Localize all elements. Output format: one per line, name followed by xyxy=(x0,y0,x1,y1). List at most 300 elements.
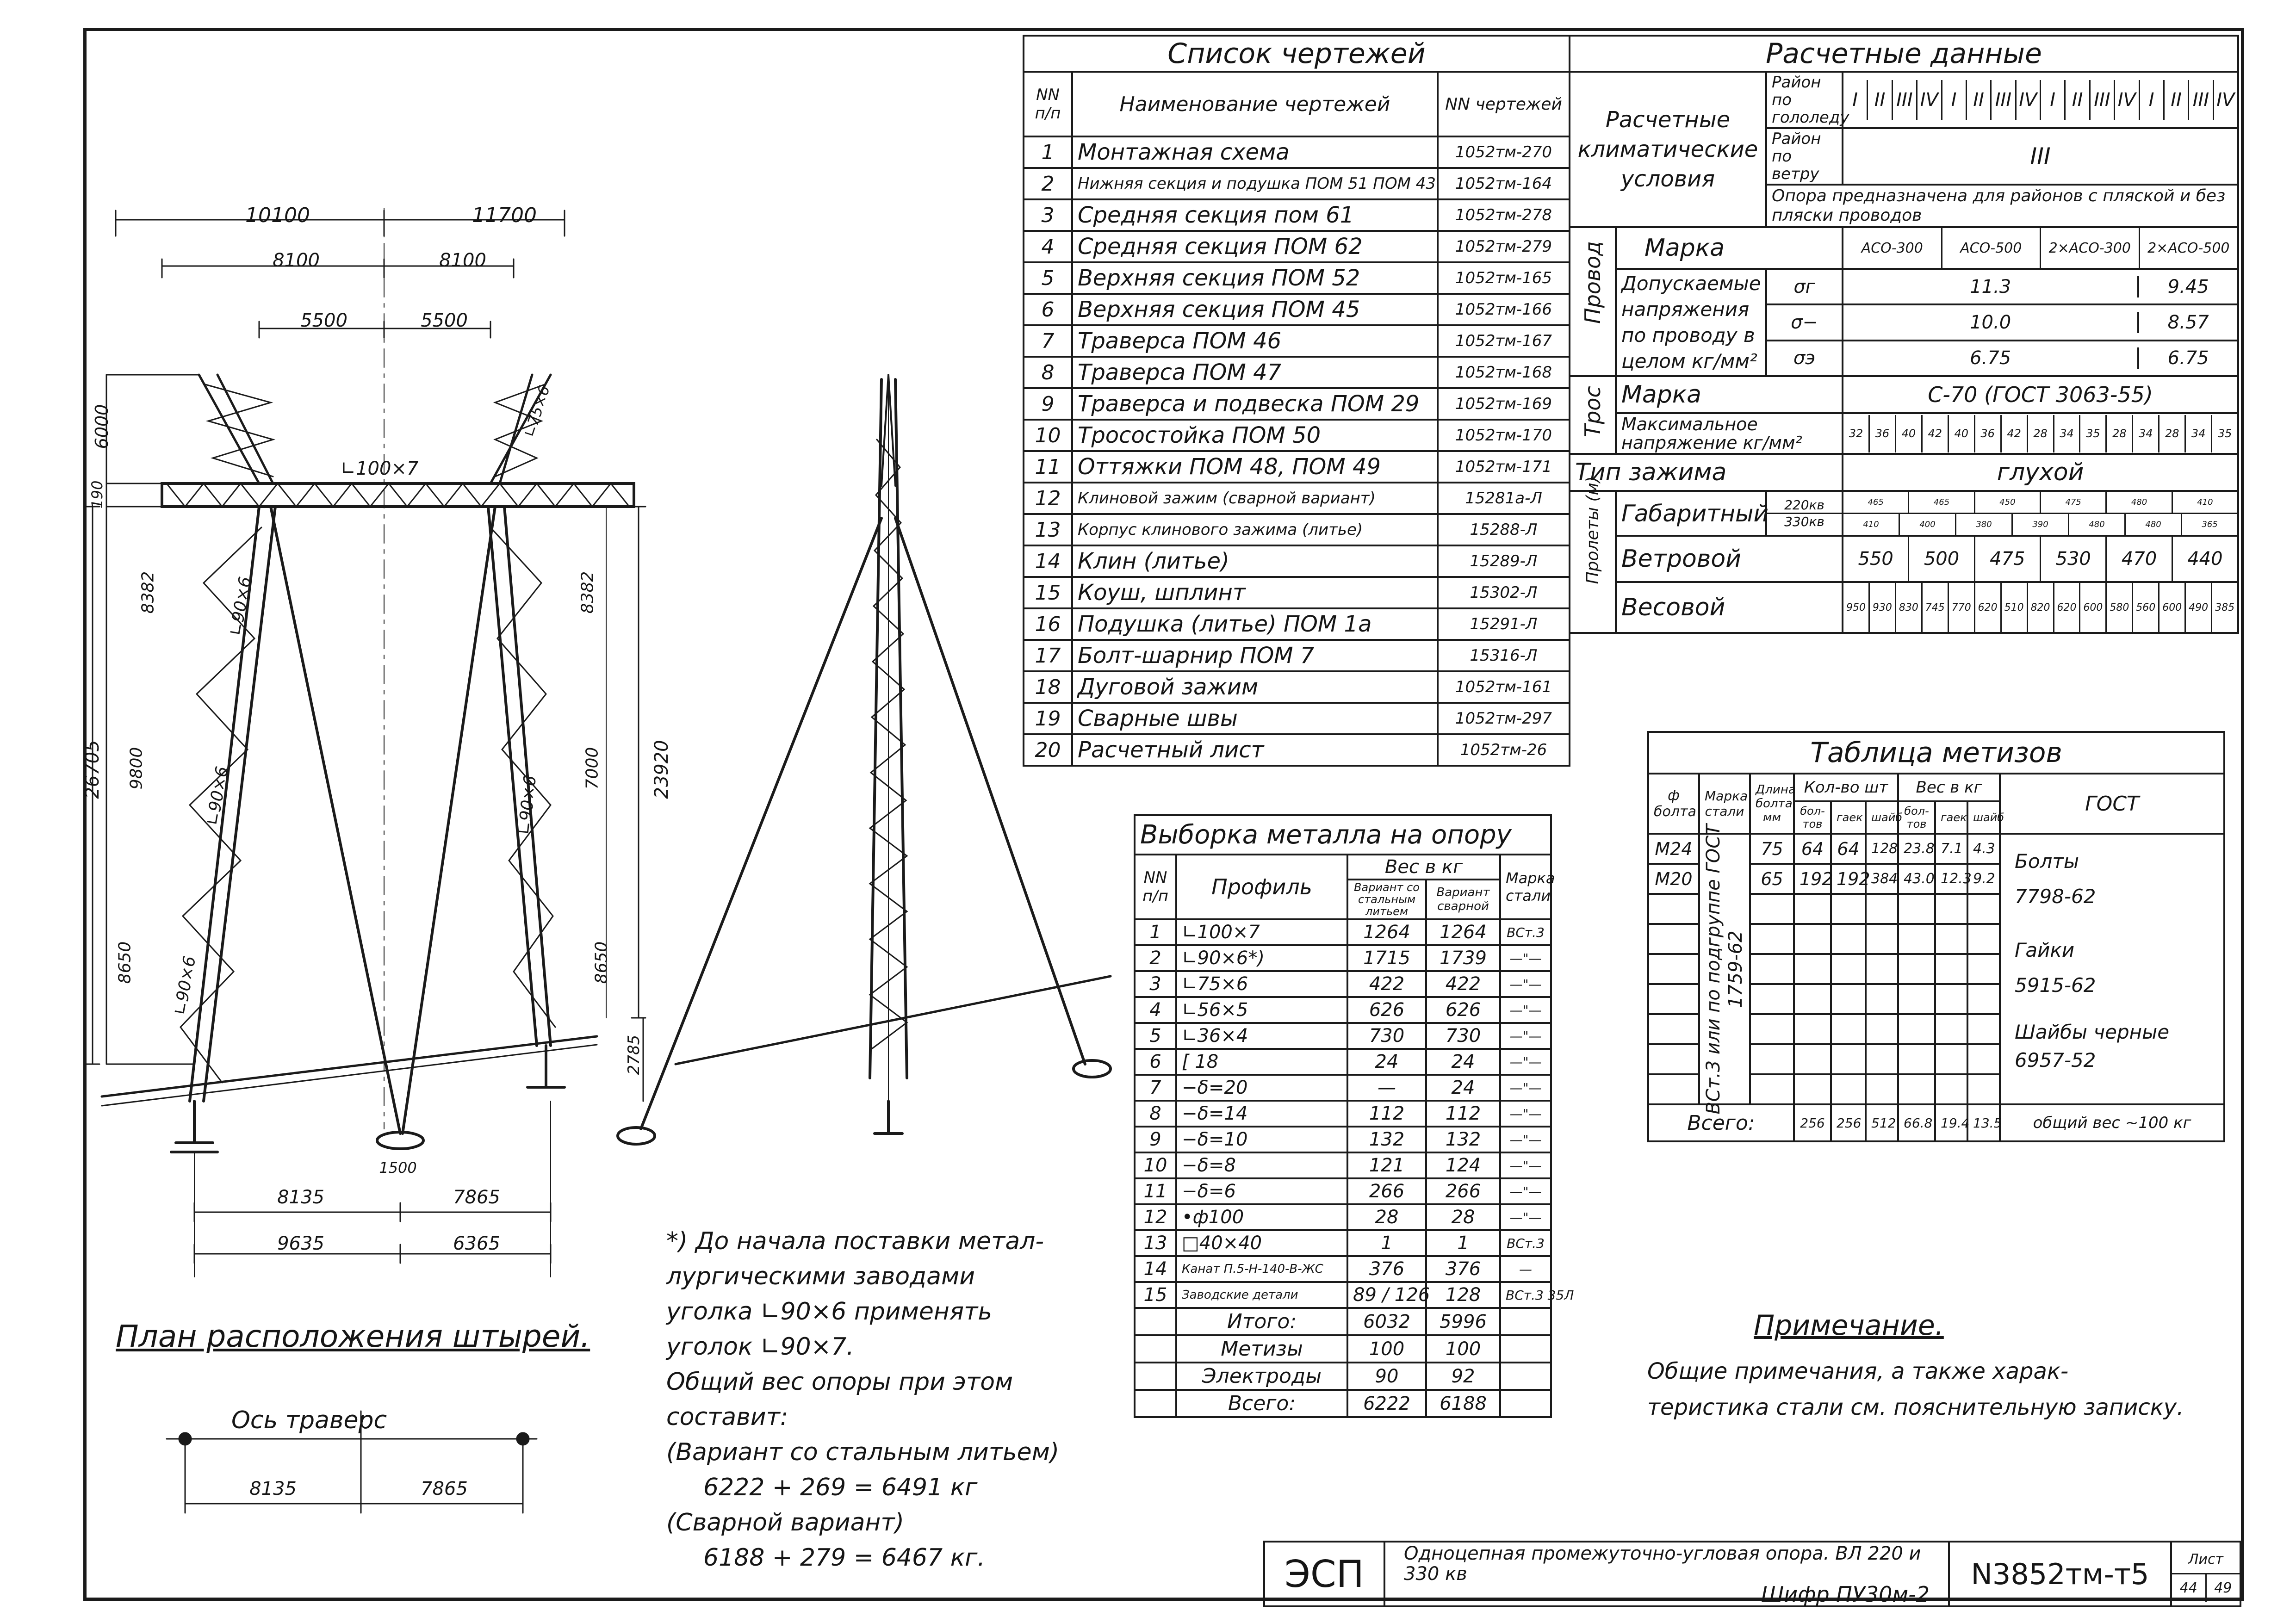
dim-b8135: 8135 xyxy=(277,1187,324,1208)
dim-top-left: 10100 xyxy=(245,204,310,227)
ice-region-cell: I xyxy=(1941,80,1966,120)
rope-max-cell: 42 xyxy=(1921,415,1948,452)
hw-q3: 128 xyxy=(1866,834,1898,864)
row-name: Болт-шарнир ПОМ 7 xyxy=(1072,640,1438,671)
profile-906a-label: ∟90×6 xyxy=(226,575,255,638)
hardware-title: Таблица метизов xyxy=(1648,732,2224,774)
metal-col-num: NN п/п xyxy=(1135,855,1176,919)
row-code: 1052тм-168 xyxy=(1438,357,1570,388)
climate-label: Расчетные климатические условия xyxy=(1570,72,1766,227)
hw-total-w3: 13.5 xyxy=(1967,1104,2000,1141)
stress-value: 10.0 xyxy=(1970,311,2011,333)
metal-el-b: 92 xyxy=(1426,1363,1500,1390)
weight-span-cell: 490 xyxy=(2184,583,2211,632)
rope-max-label: Максимальное напряжение кг/мм² xyxy=(1616,413,1843,454)
metal-num: 15 xyxy=(1135,1282,1176,1308)
ice-region-cell: I xyxy=(2139,80,2163,120)
rope-brand-label: Марка xyxy=(1616,376,1843,413)
sheet-number: 44 xyxy=(2172,1574,2207,1602)
footnote-line: уголок ∟90×7. xyxy=(666,1333,854,1361)
dim-h-top: 6000 xyxy=(92,404,112,449)
row-name: Подушка (литье) ПОМ 1а xyxy=(1072,608,1438,640)
row-num: 2 xyxy=(1024,168,1072,199)
metal-steel: — xyxy=(1500,1256,1551,1282)
metal-num: 13 xyxy=(1135,1230,1176,1256)
gab-220-cell: 410 xyxy=(2172,492,2237,513)
metal-cast: 112 xyxy=(1347,1101,1426,1127)
row-code: 1052тм-169 xyxy=(1438,388,1570,420)
wire-group-label: Провод xyxy=(1580,241,1605,324)
metal-weld: 1264 xyxy=(1426,919,1500,945)
dim-l8382: 8382 xyxy=(138,571,158,614)
row-name: Клиновой зажим (сварной вариант) xyxy=(1072,483,1438,514)
row-name: Корпус клинового зажима (литье) xyxy=(1072,514,1438,545)
row-code: 1052тм-161 xyxy=(1438,671,1570,703)
metal-col-weld: Вариант сварной xyxy=(1426,880,1500,919)
metal-row xyxy=(1135,1023,1551,1049)
row-name: Нижняя секция и подушка ПОМ 51 ПОМ 43 xyxy=(1072,168,1438,199)
profile-756-label: ∟75×6 xyxy=(520,383,553,440)
drawing-list-row xyxy=(1024,514,1570,545)
dim-mid-left: 8100 xyxy=(273,250,320,271)
weight-span-cell: 385 xyxy=(2211,583,2237,632)
metal-steel: —"— xyxy=(1500,1101,1551,1127)
hw-gost-item: Болты xyxy=(2015,850,2079,873)
plan-dim2: 7865 xyxy=(421,1478,468,1499)
drawing-list-row xyxy=(1024,294,1570,325)
remark-title: Примечание. xyxy=(1754,1309,1944,1342)
col-code: NN чертежей xyxy=(1438,72,1570,136)
metal-cast: 376 xyxy=(1347,1256,1426,1282)
hw-total-label: Всего: xyxy=(1648,1104,1794,1141)
metal-cast: 24 xyxy=(1347,1049,1426,1075)
dim-b9635: 9635 xyxy=(277,1233,324,1254)
hw-wt-sub: гаек xyxy=(1935,801,1967,834)
metal-row xyxy=(1135,1256,1551,1282)
hw-gost-item: Шайбы черные xyxy=(2015,1021,2170,1043)
dim-top-right: 11700 xyxy=(472,204,537,227)
row-code: 15281а-Л xyxy=(1438,483,1570,514)
footnote-line: Общий вес опоры при этом xyxy=(666,1368,1013,1396)
row-name: Коуш, шплинт xyxy=(1072,577,1438,608)
weight-span-cell: 620 xyxy=(2053,583,2079,632)
metal-weld: 266 xyxy=(1426,1178,1500,1204)
rope-max-cell: 35 xyxy=(2079,415,2105,452)
design-data-table xyxy=(1569,35,2239,634)
dim-in-left: 5500 xyxy=(300,310,348,331)
metal-title: Выборка металла на опору xyxy=(1135,815,1551,855)
rope-group-label: Трос xyxy=(1580,386,1605,437)
profile-906b-label: ∟90×6 xyxy=(203,765,232,827)
weight-span-cell: 745 xyxy=(1921,583,1948,632)
stress-label: Допускаемые напряжения по проводу в целом кг/мм² xyxy=(1616,269,1766,376)
row-num: 8 xyxy=(1024,357,1072,388)
metal-weld: 28 xyxy=(1426,1204,1500,1230)
metal-weld: 422 xyxy=(1426,971,1500,997)
wind-span-cell: 440 xyxy=(2172,537,2237,581)
metal-col-steel: Марка стали xyxy=(1500,855,1551,919)
row-code: 15316-Л xyxy=(1438,640,1570,671)
ice-region-cell: III xyxy=(1990,80,2015,120)
hw-w3: 9.2 xyxy=(1967,864,2000,894)
design-data-title: Расчетные данные xyxy=(1570,36,2238,72)
row-code: 1052тм-278 xyxy=(1438,199,1570,231)
gab-220-cell: 465 xyxy=(1908,492,1973,513)
gab-220-cell: 475 xyxy=(2040,492,2105,513)
gab-220-cell: 480 xyxy=(2105,492,2171,513)
drawing-list-row xyxy=(1024,577,1570,608)
metal-num: 4 xyxy=(1135,997,1176,1023)
title-name: Одноцепная промежуточно-угловая опора. ВЛ 220 и 330 кв xyxy=(1404,1543,1921,1585)
row-code: 1052тм-167 xyxy=(1438,325,1570,357)
rope-max-cell: 42 xyxy=(2000,415,2027,452)
wind-span-label: Ветровой xyxy=(1616,536,1843,582)
metal-steel: —"— xyxy=(1500,1127,1551,1152)
row-name: Траверса ПОМ 46 xyxy=(1072,325,1438,357)
plan-title: План расположения штырей. xyxy=(116,1319,590,1354)
hw-total-weight: общий вес ~100 кг xyxy=(2000,1104,2224,1141)
footnote-line: составит: xyxy=(666,1403,788,1431)
metal-profile: −δ=10 xyxy=(1176,1127,1347,1152)
drawing-list-row xyxy=(1024,136,1570,168)
hw-w2: 7.1 xyxy=(1935,834,1967,864)
drawing-list-row xyxy=(1024,168,1570,199)
metal-profile: •ф100 xyxy=(1176,1204,1347,1230)
ice-region-cell: I xyxy=(2040,80,2064,120)
weight-span-cell: 830 xyxy=(1895,583,1921,632)
row-code: 1052тм-26 xyxy=(1438,734,1570,766)
ice-region-cell: III xyxy=(2188,80,2212,120)
drawing-list-row xyxy=(1024,231,1570,262)
hw-gost-item: 5915-62 xyxy=(2015,974,2096,997)
metal-profile: −δ=20 xyxy=(1176,1075,1347,1101)
metal-steel: —"— xyxy=(1500,997,1551,1023)
row-num: 14 xyxy=(1024,545,1072,577)
row-name: Расчетный лист xyxy=(1072,734,1438,766)
rope-max-cell: 32 xyxy=(1849,427,1863,440)
row-code: 1052тм-270 xyxy=(1438,136,1570,168)
footnote-line: лургическими заводами xyxy=(666,1263,975,1290)
ice-region-cell: II xyxy=(1966,80,1990,120)
row-num: 20 xyxy=(1024,734,1072,766)
metal-cast: 1715 xyxy=(1347,945,1426,971)
metal-profile: [ 18 xyxy=(1176,1049,1347,1075)
hw-len: 65 xyxy=(1750,864,1794,894)
row-num: 18 xyxy=(1024,671,1072,703)
hw-q1: 64 xyxy=(1794,834,1831,864)
metal-cast: 121 xyxy=(1347,1152,1426,1178)
metal-num: 5 xyxy=(1135,1023,1176,1049)
dim-h-right: 23920 xyxy=(651,740,672,799)
gab-330-cell: 410 xyxy=(1863,520,1879,529)
metal-profile: ∟36×4 xyxy=(1176,1023,1347,1049)
row-name: Монтажная схема xyxy=(1072,136,1438,168)
ice-region-cell: III xyxy=(1892,80,1916,120)
ice-label: Район по гололеду xyxy=(1766,72,1843,128)
hw-q1: 192 xyxy=(1794,864,1831,894)
metal-weld: 24 xyxy=(1426,1075,1500,1101)
row-num: 5 xyxy=(1024,262,1072,294)
metal-num: 2 xyxy=(1135,945,1176,971)
metal-weld: 730 xyxy=(1426,1023,1500,1049)
drawing-list-row xyxy=(1024,545,1570,577)
profile-906d-label: ∟90×6 xyxy=(515,774,540,836)
metal-num: 10 xyxy=(1135,1152,1176,1178)
metal-profile: Заводские детали xyxy=(1176,1282,1347,1308)
ice-region-cell: IV xyxy=(2114,80,2138,120)
metal-sum-a: 6032 xyxy=(1347,1308,1426,1335)
gab-330-cell: 390 xyxy=(2011,514,2068,535)
row-name: Дуговой зажим xyxy=(1072,671,1438,703)
metal-weld: 128 xyxy=(1426,1282,1500,1308)
rope-max-cell: 40 xyxy=(1895,415,1921,452)
dim-h-total: 26705 xyxy=(82,740,103,799)
ice-region-cell: IV xyxy=(2213,80,2237,120)
row-num: 17 xyxy=(1024,640,1072,671)
row-name: Оттяжки ПОМ 48, ПОМ 49 xyxy=(1072,451,1438,483)
metal-weld: 626 xyxy=(1426,997,1500,1023)
row-code: 1052тм-279 xyxy=(1438,231,1570,262)
ice-region-cell: II xyxy=(2163,80,2188,120)
row-code: 15302-Л xyxy=(1438,577,1570,608)
profile-906c-label: ∟90×6 xyxy=(170,954,200,1017)
row-name: Средняя секция ПОМ 62 xyxy=(1072,231,1438,262)
metal-steel: ВСт.3 xyxy=(1500,1230,1551,1256)
row-name: Верхняя секция ПОМ 45 xyxy=(1072,294,1438,325)
gab-220-cell: 465 xyxy=(1868,497,1884,507)
footnote-line: *) До начала поставки метал- xyxy=(666,1227,1044,1255)
ice-region-cell: II xyxy=(1867,80,1891,120)
weight-span-cell: 950 xyxy=(1846,601,1866,613)
col-name: Наименование чертежей xyxy=(1072,72,1438,136)
metal-tot-a: 6222 xyxy=(1347,1390,1426,1417)
drawing-list-title: Список чертежей xyxy=(1024,36,1570,72)
hw-dia: М20 xyxy=(1648,864,1699,894)
ice-region-cell: III xyxy=(2089,80,2114,120)
hw-wt-sub: шайб xyxy=(1967,801,2000,834)
hw-total-q2: 256 xyxy=(1831,1104,1866,1141)
gab-330-cell: 365 xyxy=(2181,514,2237,535)
stress-sym: σэ xyxy=(1766,341,1843,376)
hw-total-q3: 512 xyxy=(1866,1104,1898,1141)
metal-hw-a: 100 xyxy=(1347,1335,1426,1363)
metal-steel: —"— xyxy=(1500,971,1551,997)
metal-cast: 626 xyxy=(1347,997,1426,1023)
row-name: Верхняя секция ПОМ 52 xyxy=(1072,262,1438,294)
row-num: 12 xyxy=(1024,483,1072,514)
metal-weld: 112 xyxy=(1426,1101,1500,1127)
hw-col-wt: Вес в кг xyxy=(1898,774,2000,801)
wind-label: Район по ветру xyxy=(1766,128,1843,185)
metal-weld: 132 xyxy=(1426,1127,1500,1152)
metal-profile: −δ=14 xyxy=(1176,1101,1347,1127)
spans-group-label: Пролеты (м) xyxy=(1583,476,1602,584)
metal-num: 12 xyxy=(1135,1204,1176,1230)
row-code: 1052тм-171 xyxy=(1438,451,1570,483)
metal-profile: ∟100×7 xyxy=(1176,919,1347,945)
metal-row xyxy=(1135,945,1551,971)
dim-b7865: 7865 xyxy=(453,1187,500,1208)
metal-steel: —"— xyxy=(1500,1152,1551,1178)
metal-steel: —"— xyxy=(1500,1204,1551,1230)
wind-value: III xyxy=(1843,128,2238,185)
row-name: Клин (литье) xyxy=(1072,545,1438,577)
metal-steel: —"— xyxy=(1500,1178,1551,1204)
footnote-line: 6188 + 279 = 6467 кг. xyxy=(703,1544,985,1572)
row-code: 15288-Л xyxy=(1438,514,1570,545)
wind-span-cell: 550 xyxy=(1858,548,1893,570)
hw-col-steel: Марка стали xyxy=(1699,774,1750,834)
metal-cast: 89 / 126 xyxy=(1347,1282,1426,1308)
metal-row xyxy=(1135,1204,1551,1230)
gab-220-cell: 450 xyxy=(1974,492,2040,513)
rope-max-cell: 34 xyxy=(2053,415,2079,452)
metal-num: 7 xyxy=(1135,1075,1176,1101)
stress-sym: σ− xyxy=(1766,304,1843,340)
hw-total-q1: 256 xyxy=(1794,1104,1831,1141)
metal-row xyxy=(1135,1127,1551,1152)
metal-num: 1 xyxy=(1135,919,1176,945)
hw-qty-sub: бол-тов xyxy=(1794,801,1831,834)
gab-330-cell: 400 xyxy=(1899,514,1955,535)
wind-span-cell: 475 xyxy=(1974,537,2040,581)
volt-330: 330кв xyxy=(1784,514,1824,529)
hw-w1: 23.8 xyxy=(1898,834,1935,864)
weight-span-cell: 620 xyxy=(1974,583,2000,632)
metal-hw-label: Метизы xyxy=(1176,1335,1347,1363)
drawing-list-row xyxy=(1024,388,1570,420)
rope-max-cell: 34 xyxy=(2184,415,2211,452)
metal-steel: ВСт.3 35Л xyxy=(1500,1282,1551,1308)
sheet-count: 49 xyxy=(2214,1580,2232,1596)
row-code: 15289-Л xyxy=(1438,545,1570,577)
hw-wt-sub: бол-тов xyxy=(1898,801,1935,834)
stress-value: 6.75 xyxy=(1970,347,2011,369)
hw-steel-text: ВСт.3 или по подгруппе ГОСТ 1759-62 xyxy=(1703,824,1746,1115)
rope-max-cell: 28 xyxy=(2027,415,2053,452)
row-num: 1 xyxy=(1024,136,1072,168)
metal-cast: 1264 xyxy=(1347,919,1426,945)
dim-b1500: 1500 xyxy=(379,1159,417,1177)
metal-weld: 24 xyxy=(1426,1049,1500,1075)
hw-gost-item: 6957-52 xyxy=(2015,1049,2096,1072)
drawing-list-row xyxy=(1024,640,1570,671)
row-num: 16 xyxy=(1024,608,1072,640)
profile-beam-label: ∟100×7 xyxy=(340,458,419,479)
dim-r8382: 8382 xyxy=(578,571,597,614)
wire-brand-label: Марка xyxy=(1616,227,1843,269)
metal-num: 14 xyxy=(1135,1256,1176,1282)
clamp-value: глухой xyxy=(1843,454,2238,491)
row-code: 1052тм-297 xyxy=(1438,703,1570,734)
metal-profile: −δ=6 xyxy=(1176,1178,1347,1204)
dim-in-right: 5500 xyxy=(421,310,468,331)
weight-span-cell: 600 xyxy=(2079,583,2105,632)
drawing-list-row xyxy=(1024,262,1570,294)
metal-row xyxy=(1135,971,1551,997)
title-org: ЭСП xyxy=(1264,1542,1384,1606)
ice-region-cell: I xyxy=(1852,89,1858,111)
rope-brand: С-70 (ГОСТ 3063-55) xyxy=(1843,376,2238,413)
row-num: 11 xyxy=(1024,451,1072,483)
stress-value: 11.3 xyxy=(1970,276,2011,297)
metal-row xyxy=(1135,1178,1551,1204)
rope-max-cell: 28 xyxy=(2105,415,2132,452)
hw-q3: 384 xyxy=(1866,864,1898,894)
rope-max-cell: 28 xyxy=(2158,415,2184,452)
row-code: 1052тм-170 xyxy=(1438,420,1570,451)
sheet-label: Лист xyxy=(2172,1546,2240,1574)
gab-330-cell: 480 xyxy=(2068,514,2124,535)
footnote-line: уголка ∟90×6 применять xyxy=(666,1298,993,1326)
metal-weld: 376 xyxy=(1426,1256,1500,1282)
row-code: 1052тм-165 xyxy=(1438,262,1570,294)
gab-330-cell: 480 xyxy=(2124,514,2181,535)
row-name: Тросостойка ПОМ 50 xyxy=(1072,420,1438,451)
hw-col-dia: ф болта xyxy=(1648,774,1699,834)
metal-cast: 28 xyxy=(1347,1204,1426,1230)
metal-col-profile: Профиль xyxy=(1176,855,1347,919)
metal-tot-b: 6188 xyxy=(1426,1390,1500,1417)
metal-steel: —"— xyxy=(1500,1075,1551,1101)
dim-h2785: 2785 xyxy=(625,1035,643,1075)
remark-text xyxy=(1647,1353,2184,1425)
row-num: 6 xyxy=(1024,294,1072,325)
metal-row xyxy=(1135,1049,1551,1075)
metal-weld: 1 xyxy=(1426,1230,1500,1256)
metal-steel: —"— xyxy=(1500,945,1551,971)
hw-col-gost: ГОСТ xyxy=(2000,774,2224,834)
metal-row xyxy=(1135,997,1551,1023)
metal-row xyxy=(1135,1230,1551,1256)
gab-330-cell: 380 xyxy=(1955,514,2011,535)
plan-axis-label: Ось траверс xyxy=(231,1406,387,1434)
dim-r7000: 7000 xyxy=(583,747,602,790)
metal-cast: 1 xyxy=(1347,1230,1426,1256)
metal-profile: ∟90×6*) xyxy=(1176,945,1347,971)
drawing-list-row xyxy=(1024,703,1570,734)
drawing-list-row xyxy=(1024,325,1570,357)
weight-span-cell: 510 xyxy=(2000,583,2027,632)
drawing-list-table xyxy=(1023,35,1570,767)
drawing-list-row xyxy=(1024,420,1570,451)
footnote-line: (Вариант со стальным литьем) xyxy=(666,1438,1060,1466)
metal-profile: Канат П.5-Н-140-В-ЖС xyxy=(1176,1256,1347,1282)
ice-region-cell: II xyxy=(2064,80,2089,120)
metal-cast: 266 xyxy=(1347,1178,1426,1204)
metal-sum-label: Итого: xyxy=(1176,1308,1347,1335)
dim-h-beam: 190 xyxy=(88,480,106,509)
row-code: 1052тм-164 xyxy=(1438,168,1570,199)
metal-num: 6 xyxy=(1135,1049,1176,1075)
metal-cast: 132 xyxy=(1347,1127,1426,1152)
hw-q2: 64 xyxy=(1831,834,1866,864)
drawing-list-row xyxy=(1024,671,1570,703)
footnote-line: (Сварной вариант) xyxy=(666,1509,905,1536)
wire-brand-cell: 2×АСО-500 xyxy=(2139,228,2238,268)
dim-l8650: 8650 xyxy=(115,941,135,984)
stress-value: 8.57 xyxy=(2137,312,2237,333)
metal-num: 3 xyxy=(1135,971,1176,997)
footnote xyxy=(666,1224,1059,1575)
dim-r8650: 8650 xyxy=(592,941,611,984)
hw-qty-sub: гаек xyxy=(1831,801,1866,834)
metal-profile: □40×40 xyxy=(1176,1230,1347,1256)
drawing-list-row xyxy=(1024,734,1570,766)
weight-span-cell: 770 xyxy=(1948,583,1974,632)
rope-max-cell: 36 xyxy=(1974,415,2000,452)
metal-row xyxy=(1135,1282,1551,1308)
